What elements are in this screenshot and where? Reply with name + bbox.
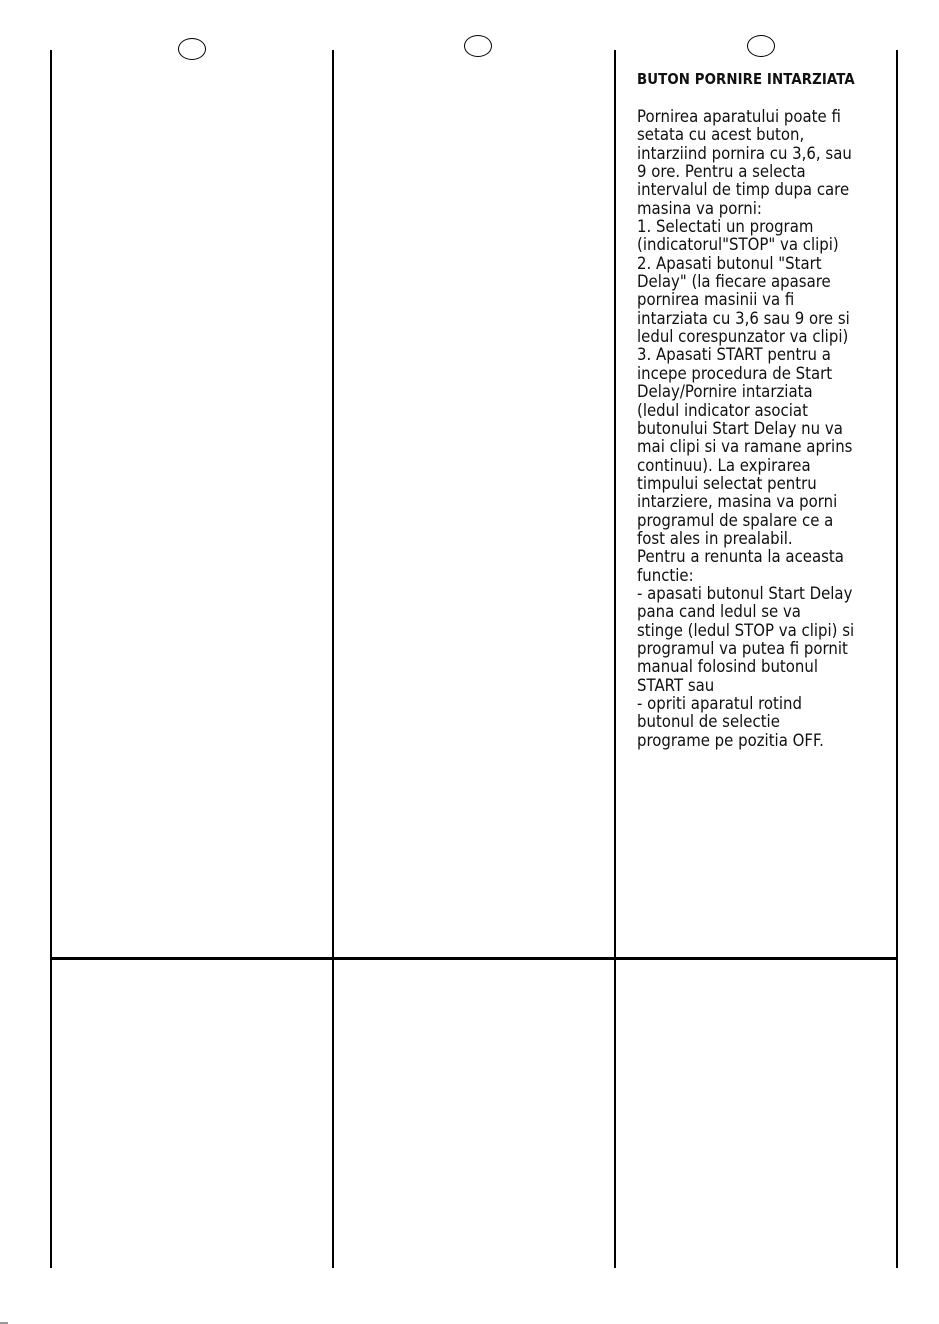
body-line: stinge (ledul STOP va clipi) si	[637, 620, 855, 640]
body-line: 2. Apasati butonul "Start	[637, 253, 822, 273]
body-line: pornirea masinii va fi	[637, 290, 795, 310]
body-line: pana cand ledul se va	[637, 602, 801, 622]
language-marker-circle-2	[464, 35, 492, 57]
body-line: (indicatorul"STOP" va clipi)	[637, 235, 839, 255]
body-line: programe pe pozitia OFF.	[637, 730, 824, 750]
body-line: - opriti aparatul rotind	[637, 694, 802, 713]
section-divider	[50, 957, 898, 960]
body-line: 9 ore. Pentru a selecta	[637, 162, 806, 182]
body-line: Pentru a renunta la aceasta	[637, 547, 844, 567]
body-line: intarziind pornira cu 3,6, sau	[637, 143, 852, 163]
language-marker-circle-1	[178, 38, 206, 60]
body-line: functie:	[637, 565, 694, 585]
body-line: butonului Start Delay nu va	[637, 418, 843, 438]
column-divider-1	[332, 50, 334, 1268]
body-line: 1. Selectati un program	[637, 217, 814, 237]
body-line: ledul corespunzator va clipi)	[637, 327, 849, 347]
body-line: timpului selectat pentru	[637, 473, 817, 493]
body-line: Delay" (la fiecare apasare	[637, 272, 831, 292]
section-heading: BUTON PORNIRE INTARZIATA	[637, 70, 855, 88]
body-line: programul va putea fi pornit	[637, 638, 848, 658]
body-line: Pornirea aparatului poate fi	[637, 107, 841, 126]
section-body	[637, 108, 899, 750]
body-line: butonul de selectie	[637, 712, 780, 732]
body-line: 3. Apasati START pentru a	[637, 345, 831, 365]
body-line: programul de spalare ce a	[637, 510, 834, 530]
body-line: mai clipi si va ramane aprins	[637, 437, 853, 457]
start-delay-section	[637, 70, 899, 750]
body-line: START sau	[637, 675, 715, 695]
body-line: (ledul indicator asociat	[637, 400, 808, 420]
body-line: masina va porni:	[637, 198, 762, 218]
body-line: intarziata cu 3,6 sau 9 ore si	[637, 308, 850, 328]
body-line: Delay/Pornire intarziata	[637, 382, 813, 402]
left-border	[50, 50, 52, 1268]
body-line: setata cu acest buton,	[637, 125, 805, 145]
body-line: intervalul de timp dupa care	[637, 180, 850, 200]
body-line: fost ales in prealabil.	[637, 528, 793, 548]
column-divider-2	[614, 50, 616, 1268]
body-line: manual folosind butonul	[637, 657, 819, 677]
body-line: incepe procedura de Start	[637, 363, 833, 383]
language-marker-circle-3	[747, 35, 775, 57]
body-line: continuu). La expirarea	[637, 455, 811, 475]
body-line: intarziere, masina va porni	[637, 492, 838, 512]
body-line: - apasati butonul Start Delay	[637, 583, 853, 603]
